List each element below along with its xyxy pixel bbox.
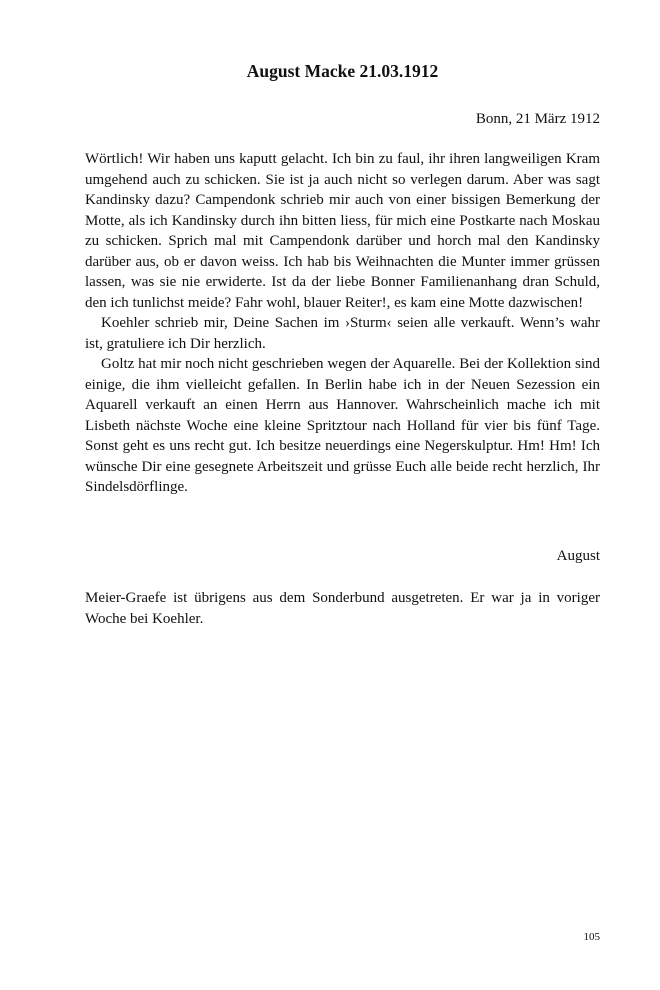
letter-place-date: Bonn, 21 März 1912	[475, 111, 600, 127]
letter-signature: August	[556, 548, 600, 564]
letter-paragraph-2: Koehler schrieb mir, Deine Sachen im ›Sturm‹ seien alle verkauft. Wenn’s wahr ist, gratuliere ich Dir herzlich.	[85, 315, 600, 352]
letter-paragraph-1: Wörtlich! Wir haben uns kaputt gelacht. Ich bin zu faul, ihr ihren langweiligen Kram umgehend auch zu schicken. Sie ist ja auch nicht so verlegen darum. Aber was sagt Kandinsky dazu? Campendonk schrieb mir auch von einer bissigen Bemerkung der Motte, als ich Kandinsky durch ihn bitten liess, für mich eine Postkarte nach Moskau zu schicken. Sprich mal mit Campendonk darüber und horch mal den Kandinsky darüber aus, ob er davon weiss. Ich hab bis Weihnachten die Munter immer grüssen lassen, was sie nie erwiderte. Ist da der liebe Bonner Familienanhang dran Schuld, den ich tunlichst meide? Fahr wohl, blauer Reiter!, es kam eine Motte dazwischen!	[85, 151, 600, 311]
page-title: August Macke 21.03.1912	[246, 61, 439, 81]
document-page	[85, 0, 600, 990]
letter-paragraph-3: Goltz hat mir noch nicht geschrieben wegen der Aquarelle. Bei der Kollektion sind einige, die ihm vielleicht gefallen. In Berlin habe ich in der Neuen Sezession ein Aquarell verkauft an einen Herrn aus Hannover. Wahrscheinlich mache ich mit Lisbeth nächste Woche eine kleine Spritztour nach Holland für vier bis fünf Tage. Sonst geht es uns recht gut. Ich besitze neuerdings eine Negerskulptur. Hm! Hm! Ich wünsche Dir eine gesegnete Arbeitszeit und grüsse Euch alle beide recht herzlich, Ihr Sindelsdörflinge.	[85, 356, 600, 495]
page-number: 105	[583, 931, 600, 943]
letter-postscript: Meier-Graefe ist übrigens aus dem Sonderbund ausgetreten. Er war ja in voriger Woche bei Koehler.	[85, 590, 600, 627]
letter-body	[85, 149, 600, 498]
